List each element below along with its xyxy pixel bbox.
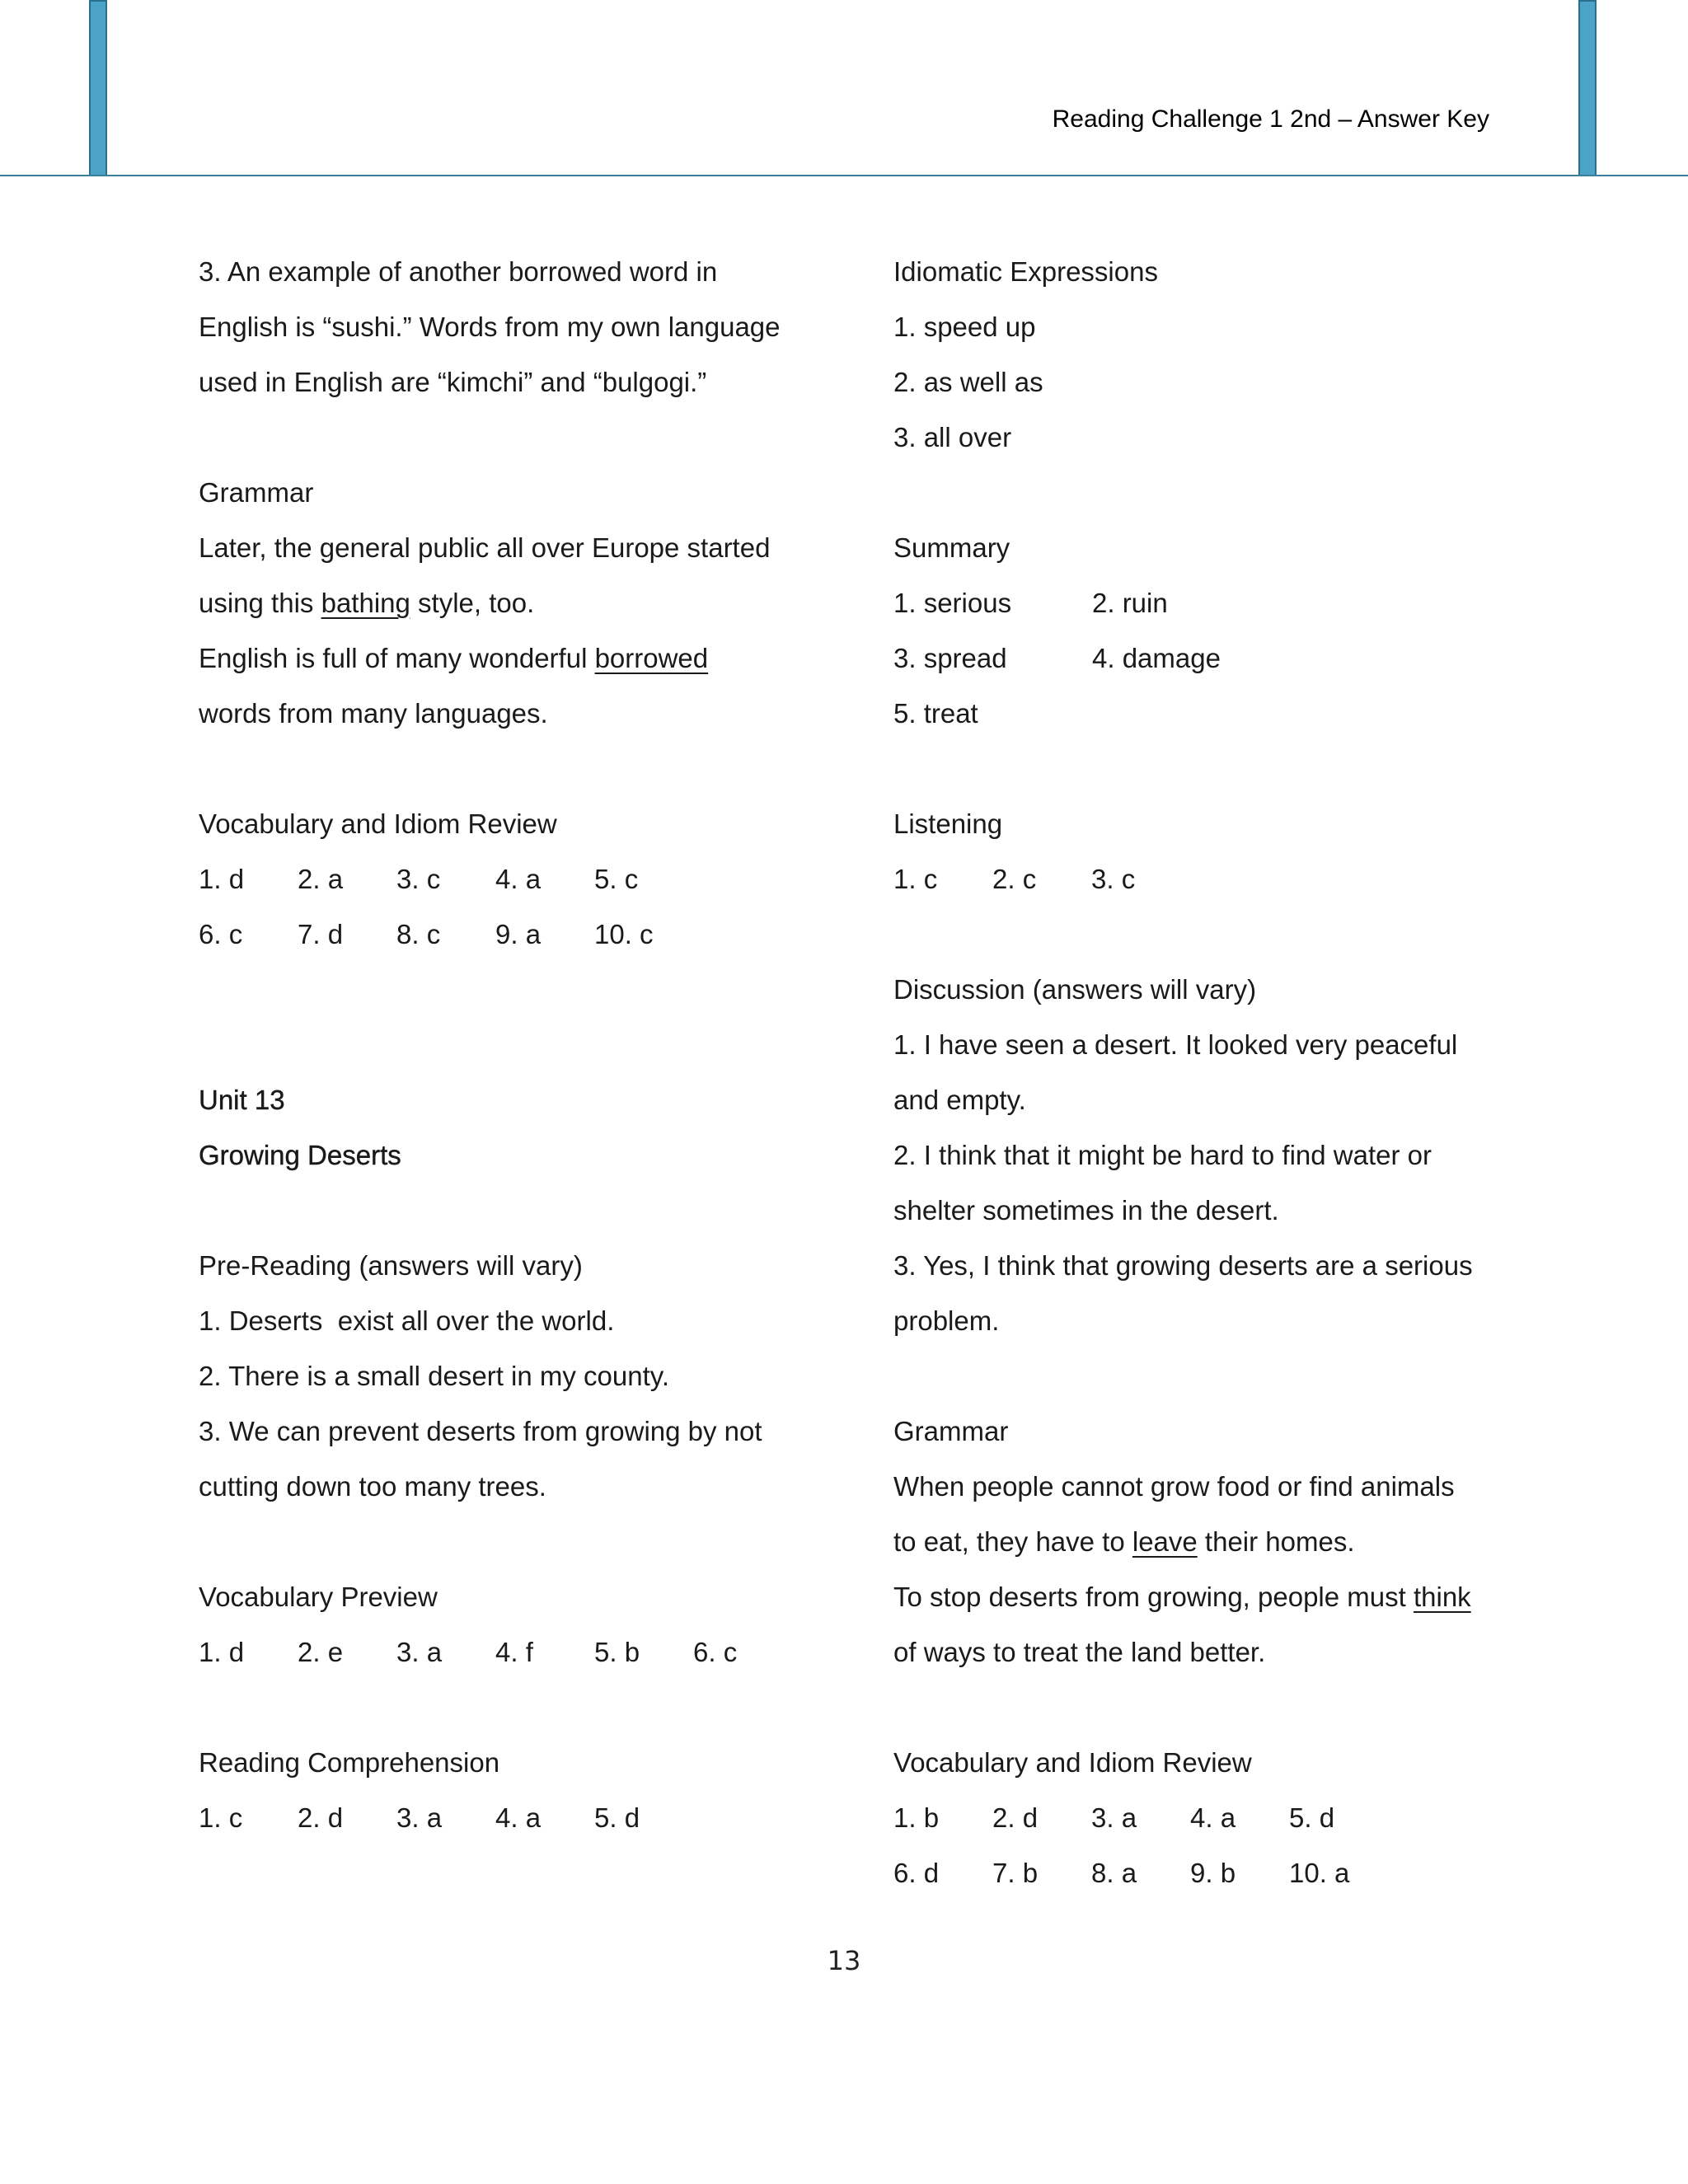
answer-row (199, 907, 842, 962)
discussion-line: and empty. (893, 1085, 1026, 1115)
answer: 5. b (594, 1637, 640, 1667)
reading-comp-heading: Reading Comprehension (199, 1747, 500, 1778)
answer: 7. d (298, 919, 344, 949)
answer: 8. a (1091, 1858, 1137, 1888)
right-column (893, 244, 1536, 1900)
answer-row (199, 1624, 842, 1680)
idiom-line: 1. speed up (893, 312, 1036, 342)
pre-reading-line: cutting down too many trees. (199, 1471, 546, 1502)
answer-row (893, 1790, 1536, 1845)
discussion-line: used in English are “kimchi” and “bulgogi.” (199, 367, 707, 397)
answer: 3. a (396, 1802, 443, 1833)
summary-heading: Summary (893, 532, 1010, 563)
answer-row (199, 1790, 842, 1845)
grammar-sentence: using this bathing style, too. (199, 588, 535, 618)
pre-reading-heading: Pre-Reading (answers will vary) (199, 1250, 583, 1281)
underlined-word: think (1413, 1582, 1471, 1612)
answer: 7. b (992, 1858, 1039, 1888)
answer: 6. c (693, 1637, 738, 1667)
header-rule (0, 175, 1688, 176)
grammar-sentence: When people cannot grow food or find animals (893, 1471, 1455, 1502)
answer: 3. c (1091, 864, 1136, 894)
unit-number: Unit 13 (199, 1085, 285, 1115)
answer-row (893, 575, 1536, 630)
underlined-word: leave (1132, 1526, 1198, 1557)
answer: 6. d (893, 1858, 940, 1888)
idioms-heading: Idiomatic Expressions (893, 256, 1158, 287)
answer: 3. a (1091, 1802, 1137, 1833)
answer: 5. treat (893, 698, 978, 729)
left-column (199, 244, 842, 1845)
grammar-sentence: Later, the general public all over Europe started (199, 532, 771, 563)
answer: 5. d (594, 1802, 640, 1833)
answer: 4. a (495, 1802, 542, 1833)
answer: 2. d (298, 1802, 344, 1833)
answer: 4. f (495, 1637, 533, 1667)
answer: 9. a (495, 919, 542, 949)
vocab-preview-heading: Vocabulary Preview (199, 1582, 438, 1612)
answer: 9. b (1190, 1858, 1236, 1888)
underlined-word: bathing (321, 588, 410, 618)
grammar-sentence: English is full of many wonderful borrowed (199, 643, 709, 673)
discussion-line: 2. I think that it might be hard to find water or (893, 1140, 1432, 1170)
answer: 2. c (992, 864, 1037, 894)
underlined-word: borrowed (594, 643, 709, 673)
answer-row (199, 851, 842, 907)
answer: 2. d (992, 1802, 1039, 1833)
page-header-title: Reading Challenge 1 2nd – Answer Key (1052, 105, 1489, 133)
answer: 5. c (594, 864, 639, 894)
left-header-bar (89, 0, 107, 176)
grammar-sentence: words from many languages. (199, 698, 548, 729)
answer-row (893, 851, 1536, 907)
answer: 2. ruin (1092, 588, 1168, 618)
pre-reading-line: 1. Deserts exist all over the world. (199, 1305, 615, 1336)
idiom-line: 3. all over (893, 422, 1012, 452)
answer: 5. d (1289, 1802, 1335, 1833)
answer: 1. c (893, 864, 938, 894)
vocab-review-heading: Vocabulary and Idiom Review (199, 808, 557, 839)
discussion-line: 1. I have seen a desert. It looked very peaceful (893, 1029, 1458, 1060)
listening-heading: Listening (893, 808, 1003, 839)
answer: 8. c (396, 919, 441, 949)
answer: 4. a (1190, 1802, 1236, 1833)
answer: 4. damage (1092, 643, 1221, 673)
idiom-line: 2. as well as (893, 367, 1043, 397)
answer: 10. a (1289, 1858, 1350, 1888)
answer: 10. c (594, 919, 654, 949)
answer: 6. c (199, 919, 243, 949)
right-header-bar (1578, 0, 1597, 176)
discussion-line: shelter sometimes in the desert. (893, 1195, 1279, 1226)
answer: 1. d (199, 1637, 245, 1667)
discussion-line: 3. An example of another borrowed word in (199, 256, 718, 287)
answer: 4. a (495, 864, 542, 894)
answer-row (893, 630, 1536, 686)
discussion-heading: Discussion (answers will vary) (893, 974, 1257, 1005)
answer-row (893, 686, 1536, 741)
answer: 2. e (298, 1637, 344, 1667)
grammar-sentence: to eat, they have to leave their homes. (893, 1526, 1355, 1557)
answer: 1. c (199, 1802, 243, 1833)
discussion-line: 3. Yes, I think that growing deserts are a serious (893, 1250, 1473, 1281)
grammar-sentence: To stop deserts from growing, people must think (893, 1582, 1471, 1612)
discussion-line: problem. (893, 1305, 1000, 1336)
vocab-review-heading: Vocabulary and Idiom Review (893, 1747, 1252, 1778)
unit-title: Growing Deserts (199, 1140, 401, 1170)
answer-row (893, 1845, 1536, 1900)
page-number: 13 (827, 1945, 861, 1976)
pre-reading-line: 3. We can prevent deserts from growing by not (199, 1416, 762, 1446)
answer: 1. serious (893, 588, 1012, 618)
grammar-heading: Grammar (199, 477, 314, 508)
grammar-heading: Grammar (893, 1416, 1009, 1446)
answer: 3. c (396, 864, 441, 894)
answer: 1. d (199, 864, 245, 894)
answer: 3. spread (893, 643, 1007, 673)
discussion-line: English is “sushi.” Words from my own language (199, 312, 781, 342)
answer: 2. a (298, 864, 344, 894)
pre-reading-line: 2. There is a small desert in my county. (199, 1361, 670, 1391)
answer: 1. b (893, 1802, 940, 1833)
grammar-sentence: of ways to treat the land better. (893, 1637, 1266, 1667)
answer: 3. a (396, 1637, 443, 1667)
